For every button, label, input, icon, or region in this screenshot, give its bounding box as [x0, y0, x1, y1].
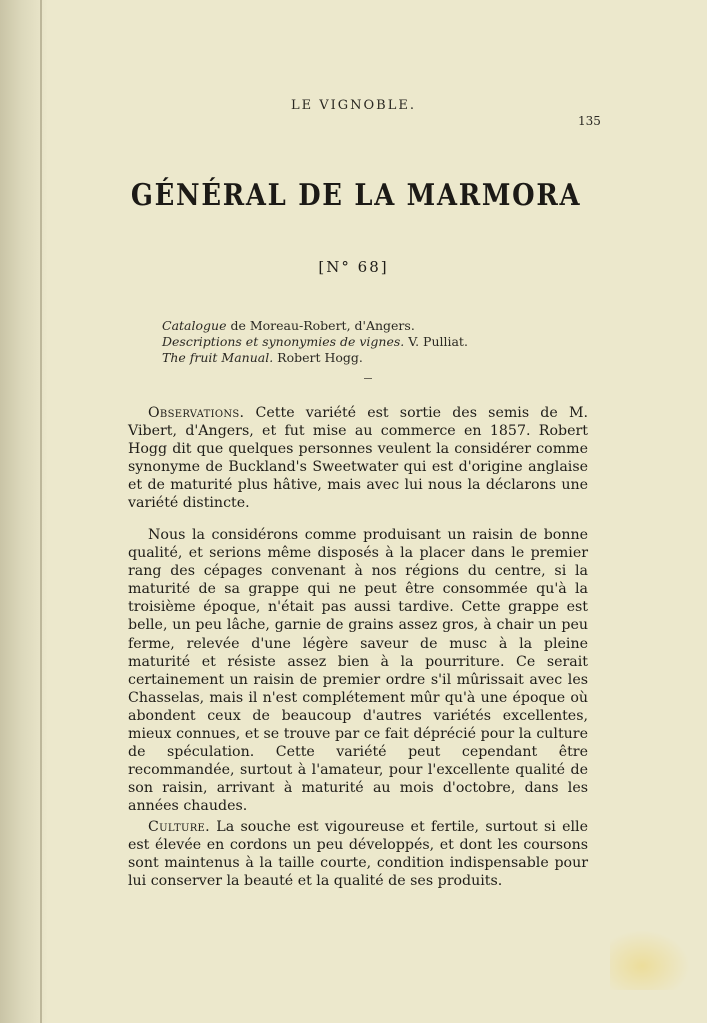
observations-text: Cette variété est sortie des semis de M. Vibert, d'Angers, et fut mise au commerce en 1857. Robert Hogg dit que quelques personnes veulent la considérer comme synonyme de Buckland's Sweetwater qui est d'origine anglaise et de maturité plus hâtive, mais avec lui nous la déclarons une variété distincte. — [128, 405, 588, 512]
observations-label: Observations. — [148, 405, 245, 421]
reference-title: The fruit Manual. — [162, 350, 274, 365]
reference-title: Descriptions et synonymies de vignes. — [162, 334, 405, 349]
page-number: 135 — [578, 114, 601, 128]
culture-text: La souche est vigoureuse et fertile, surtout si elle est élevée en cordons un peu développés, et dont les coursons sont maintenus à la taille courte, condition indispensable pour lui conserver la beauté et la qualité de ses produits. — [128, 819, 588, 890]
reference-author: Robert Hogg. — [273, 350, 363, 365]
paragraph-culture — [128, 818, 588, 890]
running-head: LE VIGNOBLE. — [290, 98, 416, 113]
references — [162, 318, 468, 366]
reference-title: Catalogue — [162, 318, 227, 333]
paragraph-quality — [128, 526, 588, 816]
separator-dash — [364, 378, 372, 379]
culture-label: Culture. — [148, 819, 210, 835]
entry-number: [N° 68] — [318, 258, 389, 276]
reference-author: V. Pulliat. — [404, 334, 468, 349]
reference-line — [162, 318, 462, 334]
quality-text: Nous la considérons comme produisant un raisin de bonne qualité, et serions même disposés à la placer dans le premier rang des cépages convenant à nos régions du centre, si la maturité de sa grappe qui ne peut être consommée qu'à la troisième époque, n'était pas aussi tardive. Cette grappe est belle, un peu lâche, garnie de grains assez gros, à chair un peu ferme, relevée d'une légère saveur de musc à la pleine maturité et résiste assez bien à la pourriture. Ce serait certainement un raisin de premier ordre s'il mûrissait avec les Chasselas, mais il n'est complétement mûr qu'à une époque où abondent ceux de beaucoup d'autres variétés excellentes, mieux connues, et se trouve par ce fait déprécié pour la culture de spéculation. Cette variété peut cependant être recommandée, surtout à l'amateur, pour l'excellente qualité de son raisin, arrivant à maturité au mois d'octobre, dans les années chaudes. — [128, 527, 588, 815]
reference-line — [162, 334, 468, 350]
paper-stain — [610, 930, 690, 990]
reference-line — [162, 350, 462, 366]
gutter-fold — [40, 0, 42, 1023]
reference-author: de Moreau-Robert, d'Angers. — [226, 318, 415, 333]
paragraph-observations — [128, 404, 588, 513]
page-title: GÉNÉRAL DE LA MARMORA — [130, 178, 582, 213]
